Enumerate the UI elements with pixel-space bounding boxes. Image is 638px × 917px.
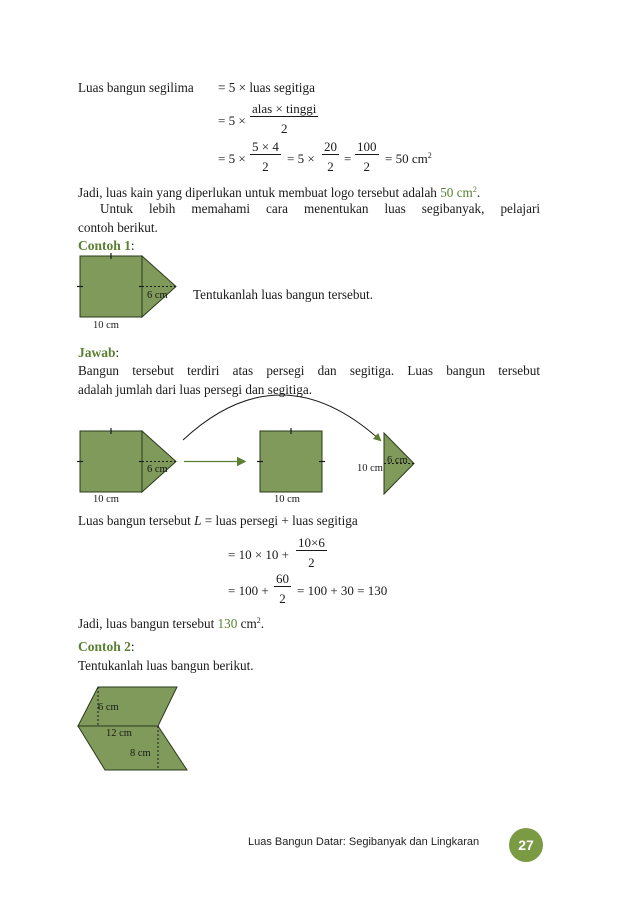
- example1-heading-text: Contoh 1: [78, 238, 131, 253]
- example2-label-mid: 12 cm: [106, 728, 132, 739]
- calc1-eq: =: [344, 151, 352, 166]
- calc2-line2-prefix: = 10 × 10 +: [228, 547, 289, 562]
- example1-heading-colon: :: [130, 238, 135, 253]
- footer-title: Luas Bangun Datar: Segibanyak dan Lingkaran: [248, 836, 480, 848]
- answer1-heading-colon: :: [115, 345, 120, 360]
- calc2-line1-text: Luas bangun tersebut: [78, 513, 191, 528]
- calc1-line1-rhs: = 5 × luas segitiga: [218, 80, 315, 95]
- answer1-label-height-a: 6 cm: [147, 464, 168, 475]
- calc2-line3-rest: = 100 + 30 = 130: [297, 583, 388, 598]
- calc2-line1-rest: = luas persegi + luas segitiga: [204, 513, 358, 528]
- conclusion1-value-text: 50 cm: [440, 185, 473, 200]
- answer1-label-tri-height: 6 cm: [387, 455, 408, 466]
- example2-heading-text: Contoh 2: [78, 639, 131, 654]
- conclusion1-sup: 2: [472, 185, 477, 194]
- fraction-numerator: 100: [357, 139, 377, 154]
- fraction-numerator: 60: [276, 571, 289, 586]
- fraction-numerator: 20: [324, 139, 337, 154]
- example1-question: Tentukanlah luas bangun tersebut.: [193, 287, 373, 302]
- calc1-line2-prefix: = 5 ×: [218, 113, 246, 128]
- conclusion2-value: 130: [217, 616, 238, 631]
- fraction-numerator: alas × tinggi: [252, 101, 317, 116]
- example2-heading-colon: :: [130, 639, 135, 654]
- answer1-line2: adalah jumlah dari luas persegi dan segitiga.: [78, 382, 313, 397]
- conclusion2-sup: 2: [256, 616, 261, 625]
- fraction-denominator: 2: [262, 159, 269, 174]
- conclusion1-end: .: [476, 185, 481, 200]
- calc1-result-value: = 50 cm: [385, 151, 428, 166]
- fraction-denominator: 2: [363, 159, 370, 174]
- fraction-denominator: 2: [279, 591, 286, 606]
- page-number-badge: 27: [509, 828, 543, 862]
- fraction-denominator: 2: [327, 159, 334, 174]
- conclusion2-unit: cm: [240, 616, 257, 631]
- fraction-numerator: 5 × 4: [252, 139, 279, 154]
- answer1-label-side-a: 10 cm: [93, 494, 119, 505]
- conclusion2-text: Jadi, luas bangun tersebut: [78, 616, 215, 631]
- calc2-line3-prefix: = 100 +: [228, 583, 269, 598]
- calc1-result-sup: 2: [427, 151, 432, 160]
- fraction-numerator: 10×6: [298, 535, 325, 550]
- calc1-line3-prefix: = 5 ×: [218, 151, 246, 166]
- example2-label-top: 6 cm: [98, 702, 119, 713]
- calc2-var: L: [194, 513, 202, 528]
- fraction-denominator: 2: [280, 121, 288, 136]
- example2-question: Tentukanlah luas bangun berikut.: [78, 658, 254, 673]
- example1-label-side: 10 cm: [93, 320, 119, 331]
- fraction-denominator: 2: [308, 555, 315, 570]
- calc1-eq-5x: = 5 ×: [287, 151, 315, 166]
- answer1-label-tri-base: 10 cm: [357, 463, 383, 474]
- answer1-line1: Bangun tersebut terdiri atas persegi dan segitiga. Luas bangun tersebut: [78, 363, 540, 378]
- example1-label-height: 6 cm: [147, 290, 168, 301]
- calc1-line1-label: Luas bangun segilima: [78, 80, 194, 95]
- conclusion2-end: .: [260, 616, 265, 631]
- intro-line2: contoh berikut.: [78, 220, 158, 235]
- answer1-heading-text: Jawab: [78, 345, 116, 360]
- conclusion1-text: Jadi, luas kain yang diperlukan untuk membuat logo tersebut adalah: [78, 185, 437, 200]
- example2-label-bottom: 8 cm: [130, 748, 151, 759]
- example2-top-parallelogram: [78, 687, 177, 726]
- answer1-label-side-b: 10 cm: [274, 494, 300, 505]
- intro-line1: Untuk lebih memahami cara menentukan luas segibanyak, pelajari: [100, 201, 540, 216]
